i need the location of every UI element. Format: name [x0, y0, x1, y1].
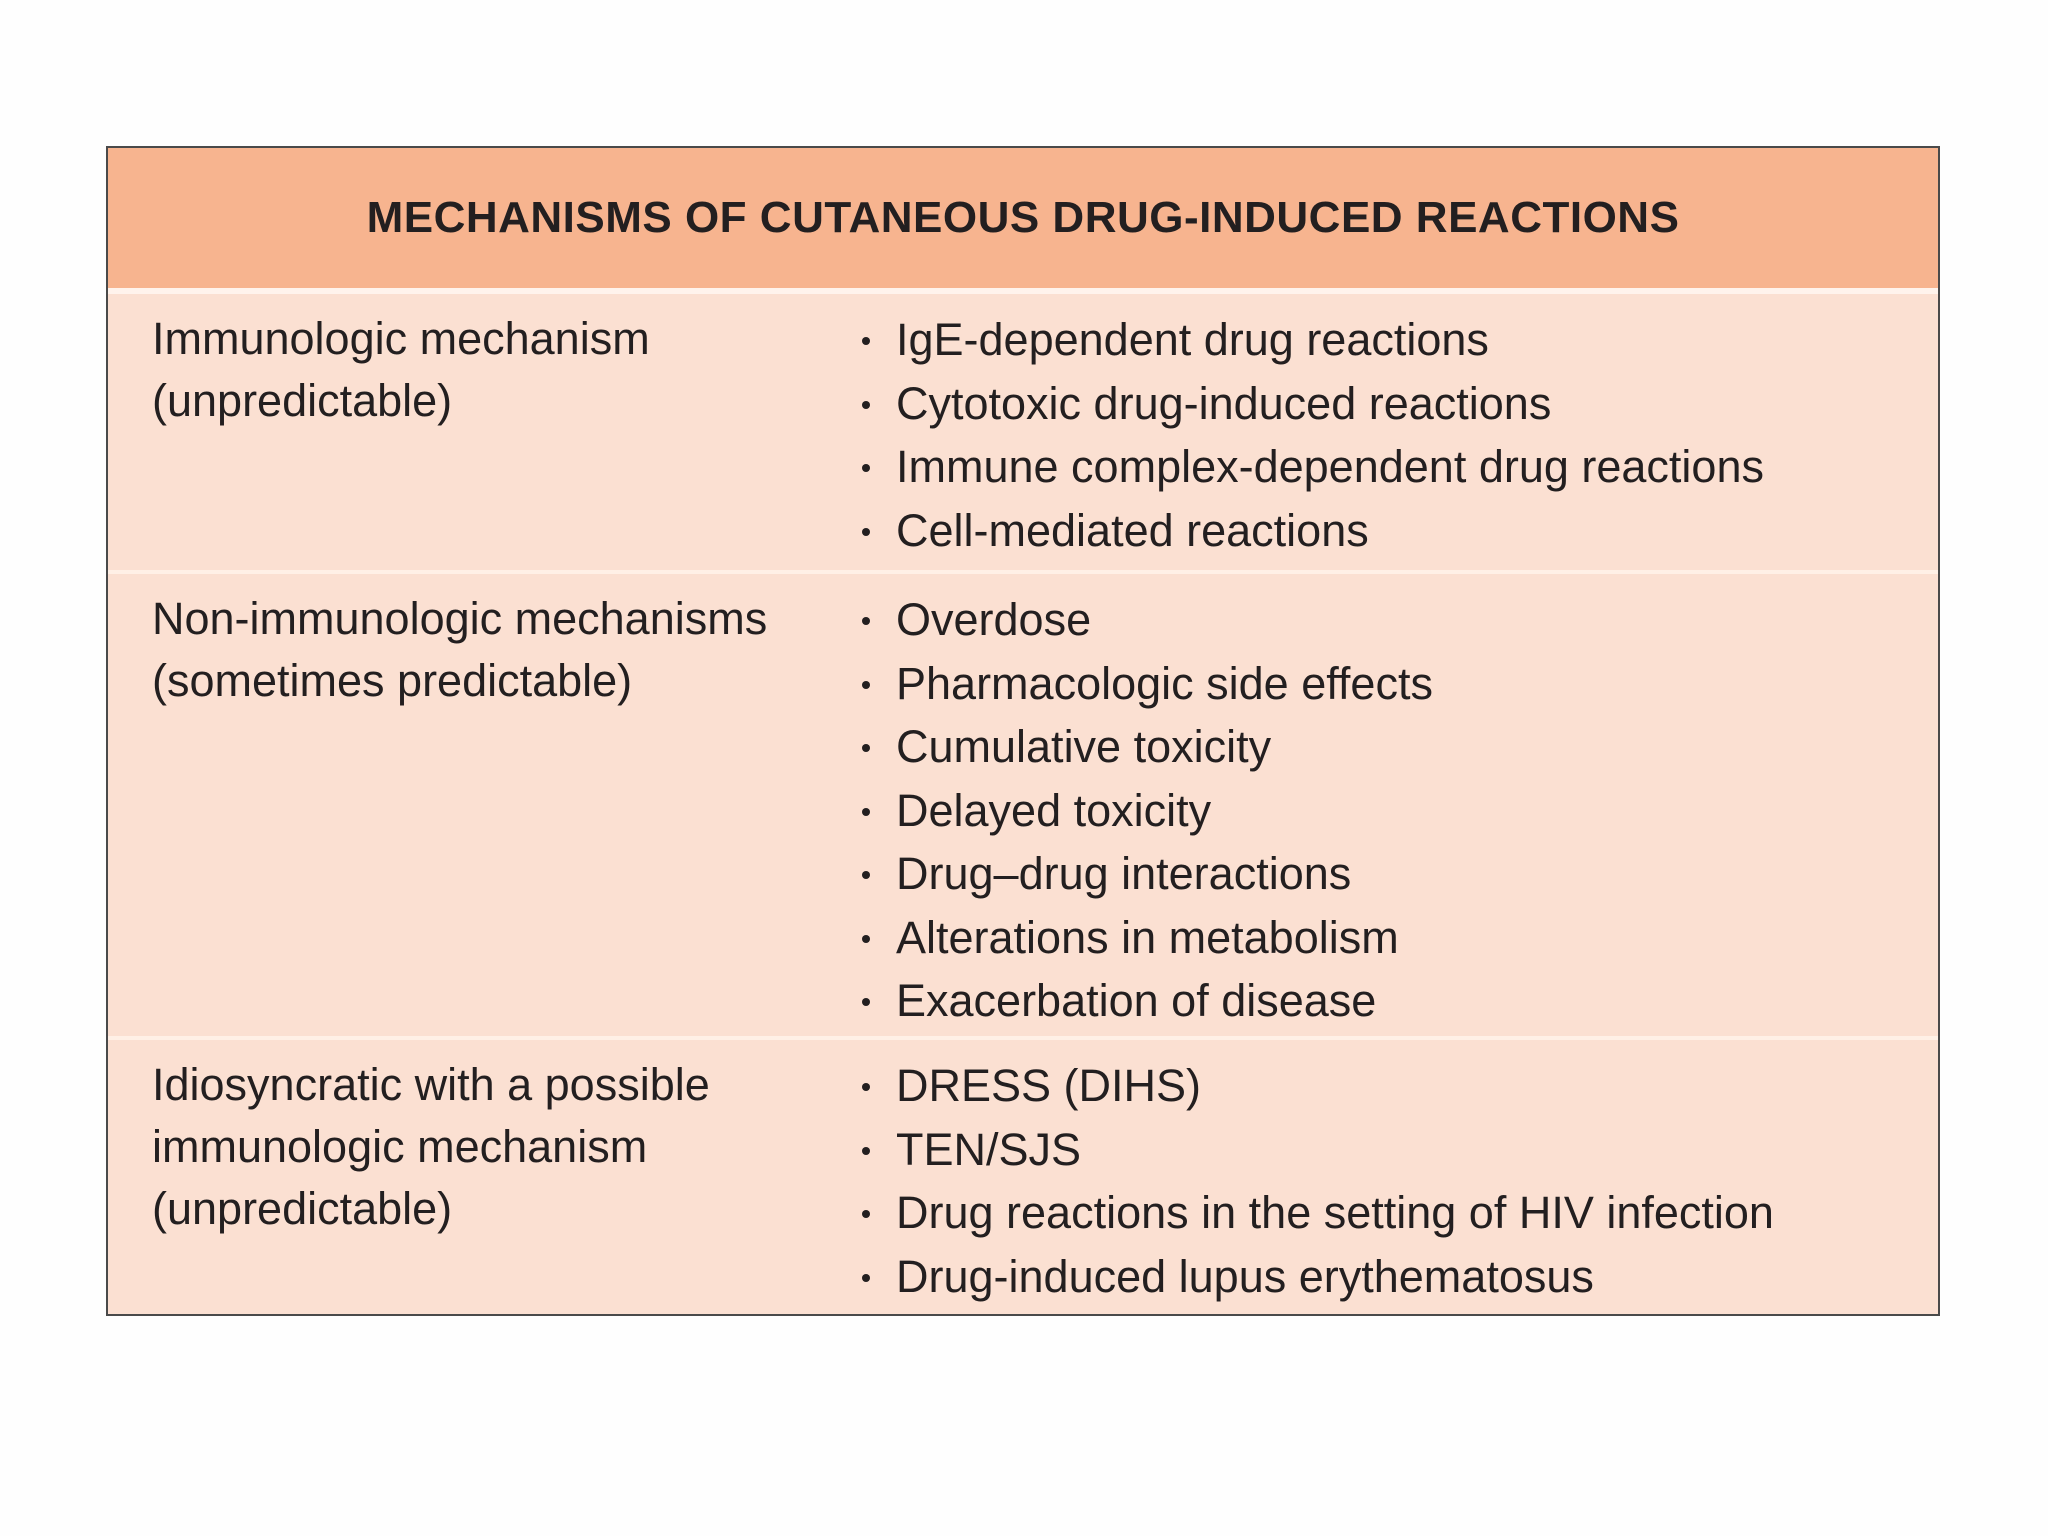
bullet-icon: [862, 744, 870, 752]
bullet-icon: [862, 1210, 870, 1218]
list-item-text: DRESS (DIHS): [896, 1060, 1202, 1111]
list-item-text: Drug-induced lupus erythematosus: [896, 1250, 1594, 1302]
table-row-non-immunologic: [108, 574, 1938, 1040]
mechanism-label: Non-immunologic mechanisms: [152, 593, 768, 644]
list-item-text: Cell-mediated reactions: [896, 504, 1369, 556]
bullet-icon: [862, 528, 870, 536]
bullet-icon: [862, 998, 870, 1006]
table-header: [108, 148, 1938, 294]
bullet-icon: [862, 1274, 870, 1282]
list-item: [860, 499, 1938, 563]
list-item: [860, 588, 1938, 652]
list-item: [860, 842, 1938, 906]
bullet-icon: [862, 935, 870, 943]
list-item-text: Exacerbation of disease: [896, 975, 1377, 1026]
mechanism-cell: [108, 1040, 860, 1312]
list-item-text: Alterations in metabolism: [896, 911, 1399, 963]
table-row-idiosyncratic: [108, 1040, 1938, 1312]
list-item: [860, 1054, 1938, 1118]
reaction-list: [860, 574, 1938, 1036]
list-item: [860, 1245, 1938, 1309]
mechanism-cell: [108, 574, 860, 1036]
bullet-icon: [862, 337, 870, 345]
mechanism-qualifier: (unpredictable): [152, 1183, 453, 1234]
list-item-text: TEN/SJS: [896, 1123, 1082, 1175]
mechanism-qualifier: (sometimes predictable): [152, 655, 633, 706]
list-item-text: Drug reactions in the setting of HIV infection: [896, 1187, 1774, 1238]
list-item-text: Overdose: [896, 594, 1092, 645]
bullet-icon: [862, 681, 870, 689]
list-item: [860, 1181, 1938, 1245]
list-item: [860, 969, 1938, 1033]
bullet-icon: [862, 401, 870, 409]
list-item: [860, 435, 1938, 499]
mechanism-qualifier: (unpredictable): [152, 375, 453, 426]
bullet-icon: [862, 464, 870, 472]
list-item: [860, 372, 1938, 436]
list-item-text: Drug–drug interactions: [896, 848, 1352, 899]
reaction-list: [860, 1040, 1938, 1312]
mechanism-label: Idiosyncratic with a possible: [152, 1059, 710, 1110]
list-item: [860, 715, 1938, 779]
bullet-icon: [862, 1083, 870, 1091]
bullet-icon: [862, 808, 870, 816]
mechanism-cell: [108, 294, 860, 570]
mechanisms-table: [106, 146, 1940, 1316]
bullet-icon: [862, 871, 870, 879]
list-item-text: Cumulative toxicity: [896, 721, 1272, 772]
list-item: [860, 779, 1938, 843]
bullet-icon: [862, 617, 870, 625]
list-item-text: IgE-dependent drug reactions: [896, 314, 1489, 365]
list-item-text: Immune complex-dependent drug reactions: [896, 441, 1764, 492]
list-item: [860, 652, 1938, 716]
mechanism-label-cont: immunologic mechanism: [152, 1121, 648, 1172]
list-item: [860, 308, 1938, 372]
list-item: [860, 906, 1938, 970]
mechanism-label: Immunologic mechanism: [152, 313, 650, 364]
table-row-immunologic: [108, 294, 1938, 574]
list-item-text: Pharmacologic side effects: [896, 657, 1433, 709]
list-item-text: Delayed toxicity: [896, 784, 1212, 836]
reaction-list: [860, 294, 1938, 570]
list-item-text: Cytotoxic drug-induced reactions: [896, 377, 1552, 429]
table-title: MECHANISMS OF CUTANEOUS DRUG-INDUCED REACTIONS: [366, 193, 1680, 242]
list-item: [860, 1118, 1938, 1182]
bullet-icon: [862, 1147, 870, 1155]
